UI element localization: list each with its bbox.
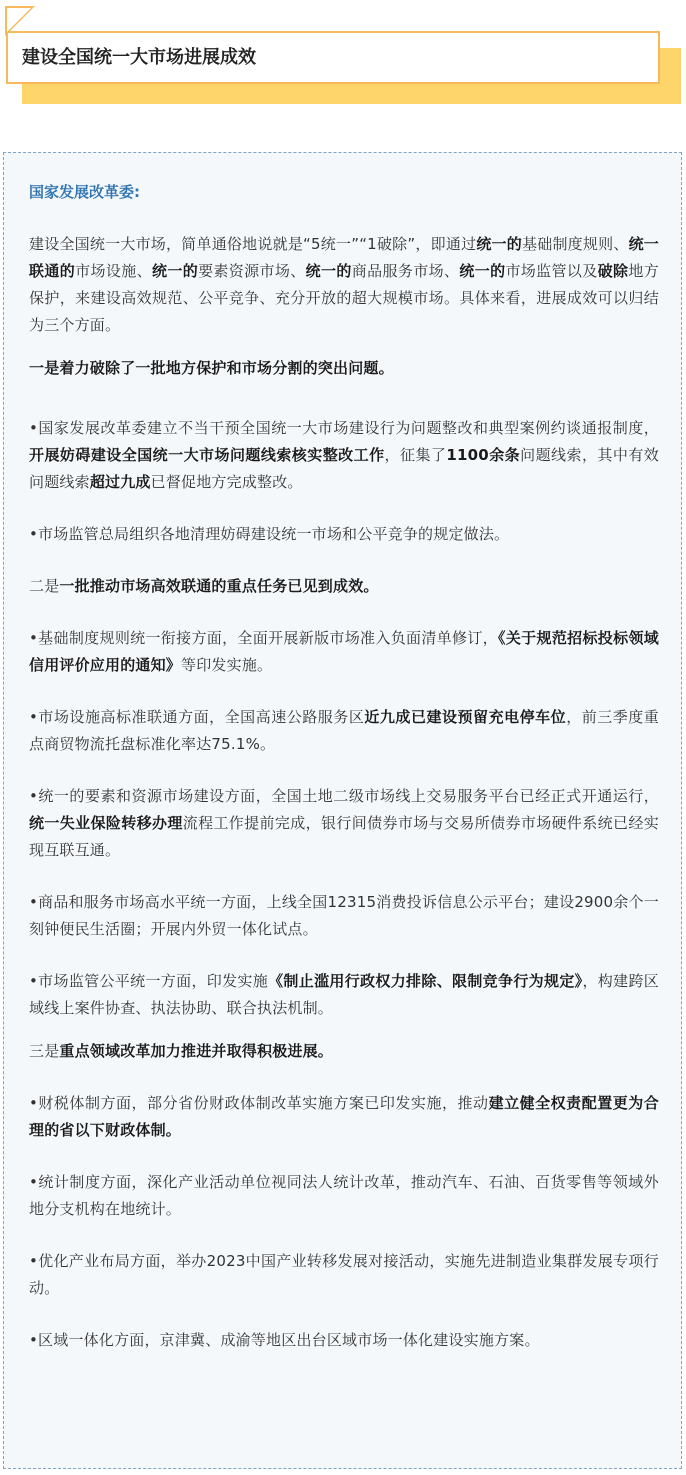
intro-bold: 破除 (597, 262, 629, 280)
item-text: 等印发实施。 (181, 656, 273, 674)
intro-bold: 统一的 (459, 262, 506, 280)
corner-decoration-inner (7, 8, 31, 32)
intro-bold: 统一的 (476, 235, 522, 253)
source-label: 国家发展改革委: (29, 183, 140, 201)
item-bold: 超过九成 (89, 473, 151, 491)
intro-bold: 统一联通的 (29, 235, 660, 280)
section-2-item-4: •商品和服务市场高水平统一方面，上线全国12315消费投诉信息公示平台；建设2900余个一刻钟便民生活圈；开展内外贸一体化试点。 (29, 893, 659, 938)
section-3-item-1 (29, 1090, 659, 1144)
intro-bold: 统一的 (151, 262, 199, 280)
item-text: ，前三季度重点商贸物流托盘标准化率达75.1%。 (29, 708, 660, 753)
section-1-item-1 (29, 415, 659, 496)
item-bold: 开展妨碍建设全国统一大市场问题线索核实整改工作 (29, 446, 385, 464)
item-bold: 近九成已建设预留充电停车位 (364, 708, 567, 726)
intro-text: 建设全国统一大市场，简单通俗地说就是“5统一”“1破除”，即通过 (29, 235, 477, 253)
intro-text: 市场监管以及 (505, 262, 598, 280)
item-bold: 《制止滥用行政权力排除、限制竞争行为规定》 (268, 972, 583, 990)
section-3-heading (29, 1038, 659, 1065)
section-2-item-3 (29, 783, 659, 864)
intro-bold: 统一的 (305, 262, 352, 280)
section-3-item-2: •统计制度方面，深化产业活动单位视同法人统计改革，推动汽车、石油、百货零售等领域外地分支机构在地统计。 (29, 1173, 659, 1218)
section-header (0, 0, 686, 110)
intro-text: 市场设施、 (75, 262, 152, 280)
section-heading-text: 一批推动市场高效联通的重点任务已见到成效。 (59, 577, 379, 595)
item-text: •统一的要素和资源市场建设方面，全国土地二级市场线上交易服务平台已经正式开通运行， (29, 787, 659, 805)
intro-text: 基础制度规则、 (522, 235, 629, 253)
item-bold: 《关于规范招标投标领域信用评价应用的通知》 (29, 629, 659, 674)
item-bold: 1100余条 (446, 446, 521, 464)
item-text: 已督促地方完成整改。 (150, 473, 303, 491)
item-text: •财税体制方面，部分省份财政体制改革实施方案已印发实施，推动 (29, 1094, 489, 1112)
item-text: •市场监管公平统一方面，印发实施 (29, 972, 269, 990)
page-title: 建设全国统一大市场进展成效 (22, 47, 256, 68)
item-text: •基础制度规则统一衔接方面，全面开展新版市场准入负面清单修订， (29, 629, 499, 647)
intro-text: 要素资源市场、 (198, 262, 306, 280)
content-box (3, 152, 682, 1469)
section-2-item-2 (29, 704, 659, 758)
section-1-item-2: •市场监管总局组织各地清理妨碍建设统一市场和公平竞争的规定做法。 (29, 525, 510, 543)
section-3-item-4: •区域一体化方面，京津冀、成渝等地区出台区域市场一体化建设实施方案。 (29, 1331, 540, 1349)
section-prefix: 三是 (29, 1042, 60, 1060)
item-text: •国家发展改革委建立不当干预全国统一大市场建设行为问题整改和典型案例约谈通报制度， (29, 419, 659, 437)
section-prefix: 二是 (29, 577, 60, 595)
item-text: ，征集了 (384, 446, 447, 464)
section-2-item-1 (29, 625, 659, 679)
header-card (6, 31, 660, 84)
item-text: 流程工作提前完成，银行间债券市场与交易所债券市场硬件系统已经实现互联互通。 (29, 814, 659, 859)
section-2-item-5 (29, 968, 659, 1022)
section-heading-text: 重点领域改革加力推进并取得积极进展。 (59, 1042, 334, 1060)
item-bold: 统一失业保险转移办理 (29, 814, 183, 832)
section-3-item-3: •优化产业布局方面，举办2023中国产业转移发展对接活动，实施先进制造业集群发展专项行动。 (29, 1252, 659, 1297)
intro-text: 商品服务市场、 (351, 262, 460, 280)
item-text: •市场设施高标准联通方面，全国高速公路服务区 (29, 708, 365, 726)
item-text: 问题线索，其中有效问题线索 (29, 446, 659, 491)
item-text: ，构建跨区域线上案件协查、执法协助、联合执法机制。 (29, 972, 659, 1017)
intro-text: 地方保护，来建设高效规范、公平竞争、充分开放的超大规模市场。具体来看，进展成效可以归结为三个方面。 (29, 262, 659, 334)
intro-paragraph (29, 231, 659, 339)
item-bold: 建立健全权责配置更为合理的省以下财政体制。 (29, 1094, 659, 1139)
section-2-heading (29, 573, 659, 600)
section-1-heading: 一是着力破除了一批地方保护和市场分割的突出问题。 (29, 359, 394, 377)
